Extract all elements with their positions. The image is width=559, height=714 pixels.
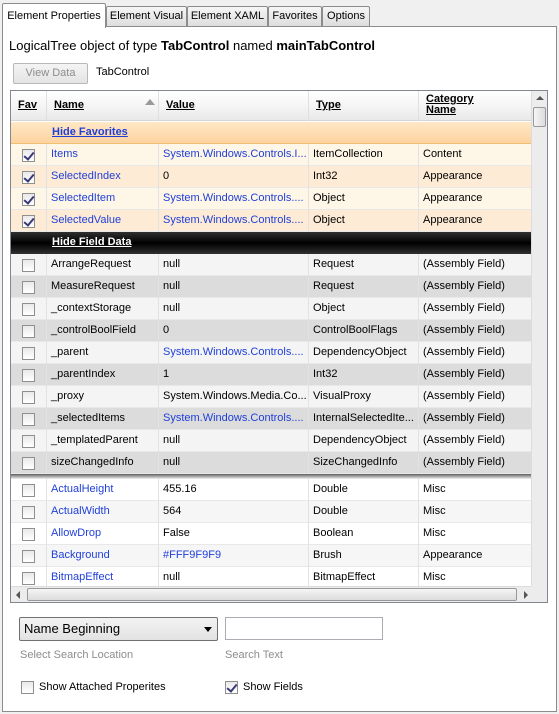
grid-header bbox=[11, 91, 533, 121]
property-type-cell: Object bbox=[309, 188, 419, 210]
property-type-cell: Int32 bbox=[309, 166, 419, 188]
property-name-cell: _parentIndex bbox=[47, 364, 159, 386]
favorite-cell bbox=[11, 501, 47, 523]
table-row[interactable] bbox=[11, 501, 533, 523]
property-type-cell: DependencyObject bbox=[309, 342, 419, 364]
property-value-cell[interactable]: null bbox=[159, 276, 309, 298]
property-name-cell: BitmapEffect bbox=[47, 567, 159, 589]
favorite-checkbox[interactable] bbox=[22, 281, 35, 294]
property-value-cell[interactable]: System.Windows.Controls.... bbox=[159, 188, 309, 210]
properties-grid bbox=[10, 90, 548, 603]
property-type-cell: ControlBoolFlags bbox=[309, 320, 419, 342]
view-data-label: TabControl bbox=[96, 66, 150, 78]
title-prefix: LogicalTree object of type bbox=[9, 38, 161, 53]
table-row[interactable] bbox=[11, 188, 533, 210]
scroll-right-icon[interactable] bbox=[524, 591, 528, 599]
favorite-checkbox[interactable] bbox=[22, 325, 35, 338]
show-attached-label: Show Attached Properites bbox=[39, 681, 166, 693]
favorite-checkbox[interactable] bbox=[22, 303, 35, 316]
property-value-cell[interactable]: System.Windows.Controls.... bbox=[159, 408, 309, 430]
favorite-cell bbox=[11, 320, 47, 342]
favorite-checkbox[interactable] bbox=[22, 391, 35, 404]
favorite-cell bbox=[11, 523, 47, 545]
property-type-cell: Boolean bbox=[309, 523, 419, 545]
search-location-value: Name Beginning bbox=[24, 621, 121, 636]
property-value-cell[interactable]: System.Windows.Controls.... bbox=[159, 342, 309, 364]
favorite-cell bbox=[11, 408, 47, 430]
table-row[interactable] bbox=[11, 479, 533, 501]
property-type-cell: Double bbox=[309, 479, 419, 501]
sort-ascending-icon bbox=[145, 99, 155, 105]
property-name-cell: AllowDrop bbox=[47, 523, 159, 545]
property-name-cell: MeasureRequest bbox=[47, 276, 159, 298]
scroll-up-icon[interactable] bbox=[536, 96, 544, 100]
table-row[interactable] bbox=[11, 408, 533, 430]
hide-field-data-link[interactable] bbox=[11, 232, 533, 254]
property-name-cell: sizeChangedInfo bbox=[47, 452, 159, 474]
property-value-cell[interactable]: #FFF9F9F9 bbox=[159, 545, 309, 567]
column-header-value[interactable]: Value bbox=[159, 91, 309, 121]
tab-options[interactable]: Options bbox=[322, 6, 370, 27]
favorite-cell bbox=[11, 188, 47, 210]
favorite-cell bbox=[11, 166, 47, 188]
property-type-cell: SizeChangedInfo bbox=[309, 452, 419, 474]
show-fields-label: Show Fields bbox=[243, 681, 303, 693]
table-row[interactable] bbox=[11, 254, 533, 276]
property-value-cell[interactable]: False bbox=[159, 523, 309, 545]
property-category-cell: Appearance bbox=[419, 545, 533, 567]
property-value-cell[interactable]: 0 bbox=[159, 166, 309, 188]
property-category-cell: (Assembly Field) bbox=[419, 452, 533, 474]
favorite-checkbox[interactable] bbox=[22, 435, 35, 448]
favorite-checkbox[interactable] bbox=[22, 347, 35, 360]
favorite-checkbox[interactable] bbox=[22, 484, 35, 497]
table-row[interactable] bbox=[11, 210, 533, 232]
vertical-scroll-thumb[interactable] bbox=[533, 107, 546, 127]
title-name: mainTabControl bbox=[276, 38, 376, 53]
property-category-cell: Misc bbox=[419, 479, 533, 501]
property-type-cell: Request bbox=[309, 254, 419, 276]
favorite-checkbox[interactable] bbox=[22, 193, 35, 206]
favorite-checkbox[interactable] bbox=[22, 215, 35, 228]
favorite-checkbox[interactable] bbox=[22, 572, 35, 585]
property-category-cell: Content bbox=[419, 144, 533, 166]
hide-field-data-link-label[interactable]: Hide Field Data bbox=[52, 236, 132, 248]
property-type-cell: VisualProxy bbox=[309, 386, 419, 408]
property-value-cell[interactable]: 1 bbox=[159, 364, 309, 386]
hide-favorites-link-label[interactable]: Hide Favorites bbox=[52, 126, 128, 138]
property-type-cell: ItemCollection bbox=[309, 144, 419, 166]
property-value-cell[interactable]: 564 bbox=[159, 501, 309, 523]
favorite-cell bbox=[11, 479, 47, 501]
favorite-cell bbox=[11, 298, 47, 320]
property-type-cell: Object bbox=[309, 210, 419, 232]
property-value-cell[interactable]: System.Windows.Controls.I... bbox=[159, 144, 309, 166]
property-category-cell: (Assembly Field) bbox=[419, 386, 533, 408]
favorite-checkbox[interactable] bbox=[22, 457, 35, 470]
property-value-cell[interactable]: null bbox=[159, 567, 309, 589]
table-row[interactable] bbox=[11, 386, 533, 408]
property-type-cell: DependencyObject bbox=[309, 430, 419, 452]
property-value-cell[interactable]: null bbox=[159, 298, 309, 320]
search-location-select[interactable] bbox=[19, 617, 218, 641]
favorite-cell bbox=[11, 276, 47, 298]
property-name-cell: _selectedItems bbox=[47, 408, 159, 430]
table-row[interactable] bbox=[11, 144, 533, 166]
property-value-cell[interactable]: System.Windows.Media.Co... bbox=[159, 386, 309, 408]
property-name-cell: _parent bbox=[47, 342, 159, 364]
search-text-label: Search Text bbox=[225, 649, 283, 661]
favorite-cell bbox=[11, 430, 47, 452]
property-name-cell: ActualWidth bbox=[47, 501, 159, 523]
property-category-cell: (Assembly Field) bbox=[419, 276, 533, 298]
tab-element-visual[interactable]: Element Visual bbox=[106, 6, 187, 27]
favorite-cell bbox=[11, 342, 47, 364]
property-value-cell[interactable]: 0 bbox=[159, 320, 309, 342]
property-name-cell: SelectedItem bbox=[47, 188, 159, 210]
tab-element-xaml[interactable]: Element XAML bbox=[187, 6, 268, 27]
show-attached-checkbox[interactable] bbox=[21, 681, 34, 694]
property-type-cell: InternalSelectedIte... bbox=[309, 408, 419, 430]
table-row[interactable] bbox=[11, 364, 533, 386]
property-name-cell: SelectedValue bbox=[47, 210, 159, 232]
view-data-button[interactable]: View Data bbox=[13, 63, 88, 84]
property-type-cell: Request bbox=[309, 276, 419, 298]
property-category-cell: Appearance bbox=[419, 166, 533, 188]
favorite-checkbox[interactable] bbox=[22, 259, 35, 272]
property-value-cell[interactable]: null bbox=[159, 430, 309, 452]
vertical-scrollbar[interactable] bbox=[531, 91, 547, 603]
property-value-cell[interactable]: null bbox=[159, 452, 309, 474]
column-header-category[interactable] bbox=[419, 91, 533, 121]
property-value-cell[interactable]: System.Windows.Controls.... bbox=[159, 210, 309, 232]
property-type-cell: Brush bbox=[309, 545, 419, 567]
tab-strip bbox=[2, 3, 557, 27]
table-row[interactable] bbox=[11, 545, 533, 567]
property-value-cell[interactable]: 455.16 bbox=[159, 479, 309, 501]
property-category-cell: (Assembly Field) bbox=[419, 342, 533, 364]
title-mid: named bbox=[229, 38, 277, 53]
property-category-cell: Misc bbox=[419, 501, 533, 523]
table-row[interactable] bbox=[11, 342, 533, 364]
column-header-category-line2: Name bbox=[426, 104, 456, 116]
favorite-checkbox[interactable] bbox=[22, 550, 35, 563]
property-name-cell: _proxy bbox=[47, 386, 159, 408]
property-name-cell: ArrangeRequest bbox=[47, 254, 159, 276]
title-type: TabControl bbox=[161, 38, 230, 53]
scroll-corner bbox=[531, 586, 547, 602]
horizontal-scroll-thumb[interactable] bbox=[27, 588, 517, 601]
property-category-cell: Appearance bbox=[419, 210, 533, 232]
favorite-cell bbox=[11, 452, 47, 474]
favorite-checkbox[interactable] bbox=[22, 171, 35, 184]
property-name-cell: _templatedParent bbox=[47, 430, 159, 452]
table-row[interactable] bbox=[11, 452, 533, 474]
favorite-checkbox[interactable] bbox=[22, 369, 35, 382]
property-category-cell: (Assembly Field) bbox=[419, 408, 533, 430]
search-location-label: Select Search Location bbox=[20, 649, 134, 661]
column-header-fav[interactable]: Fav bbox=[11, 91, 47, 121]
tab-element-properties[interactable]: Element Properties bbox=[2, 3, 106, 28]
property-category-cell: (Assembly Field) bbox=[419, 320, 533, 342]
favorite-cell bbox=[11, 545, 47, 567]
show-fields-checkbox[interactable] bbox=[225, 681, 238, 694]
property-type-cell: Int32 bbox=[309, 364, 419, 386]
column-header-name-label: Name bbox=[54, 99, 84, 111]
property-name-cell: Background bbox=[47, 545, 159, 567]
table-row[interactable] bbox=[11, 276, 533, 298]
column-header-name[interactable] bbox=[47, 91, 159, 121]
property-name-cell: ActualHeight bbox=[47, 479, 159, 501]
search-input[interactable] bbox=[225, 617, 383, 640]
favorite-checkbox[interactable] bbox=[22, 528, 35, 541]
property-category-cell: (Assembly Field) bbox=[419, 254, 533, 276]
favorite-cell bbox=[11, 254, 47, 276]
property-category-cell: Appearance bbox=[419, 188, 533, 210]
property-type-cell: Double bbox=[309, 501, 419, 523]
table-row[interactable] bbox=[11, 298, 533, 320]
property-name-cell: _controlBoolField bbox=[47, 320, 159, 342]
table-row[interactable] bbox=[11, 523, 533, 545]
property-category-cell: Misc bbox=[419, 567, 533, 589]
property-value-cell[interactable]: null bbox=[159, 254, 309, 276]
table-row[interactable] bbox=[11, 166, 533, 188]
favorite-checkbox[interactable] bbox=[22, 413, 35, 426]
tab-favorites[interactable]: Favorites bbox=[268, 6, 322, 27]
property-category-cell: Misc bbox=[419, 523, 533, 545]
property-name-cell: _contextStorage bbox=[47, 298, 159, 320]
hide-favorites-link[interactable] bbox=[11, 122, 533, 144]
table-row[interactable] bbox=[11, 430, 533, 452]
property-type-cell: BitmapEffect bbox=[309, 567, 419, 589]
favorite-checkbox[interactable] bbox=[22, 506, 35, 519]
scroll-left-icon[interactable] bbox=[16, 591, 20, 599]
property-category-cell: (Assembly Field) bbox=[419, 430, 533, 452]
property-category-cell: (Assembly Field) bbox=[419, 298, 533, 320]
property-category-cell: (Assembly Field) bbox=[419, 364, 533, 386]
chevron-down-icon bbox=[204, 627, 212, 632]
page-title bbox=[9, 38, 375, 53]
favorite-cell bbox=[11, 364, 47, 386]
favorite-cell bbox=[11, 386, 47, 408]
horizontal-scrollbar[interactable] bbox=[11, 586, 533, 602]
favorite-cell bbox=[11, 144, 47, 166]
property-type-cell: Object bbox=[309, 298, 419, 320]
property-name-cell: SelectedIndex bbox=[47, 166, 159, 188]
favorite-cell bbox=[11, 210, 47, 232]
table-row[interactable] bbox=[11, 320, 533, 342]
column-header-category-line1: Category bbox=[426, 93, 474, 105]
column-header-type[interactable]: Type bbox=[309, 91, 419, 121]
favorite-checkbox[interactable] bbox=[22, 149, 35, 162]
property-name-cell: Items bbox=[47, 144, 159, 166]
